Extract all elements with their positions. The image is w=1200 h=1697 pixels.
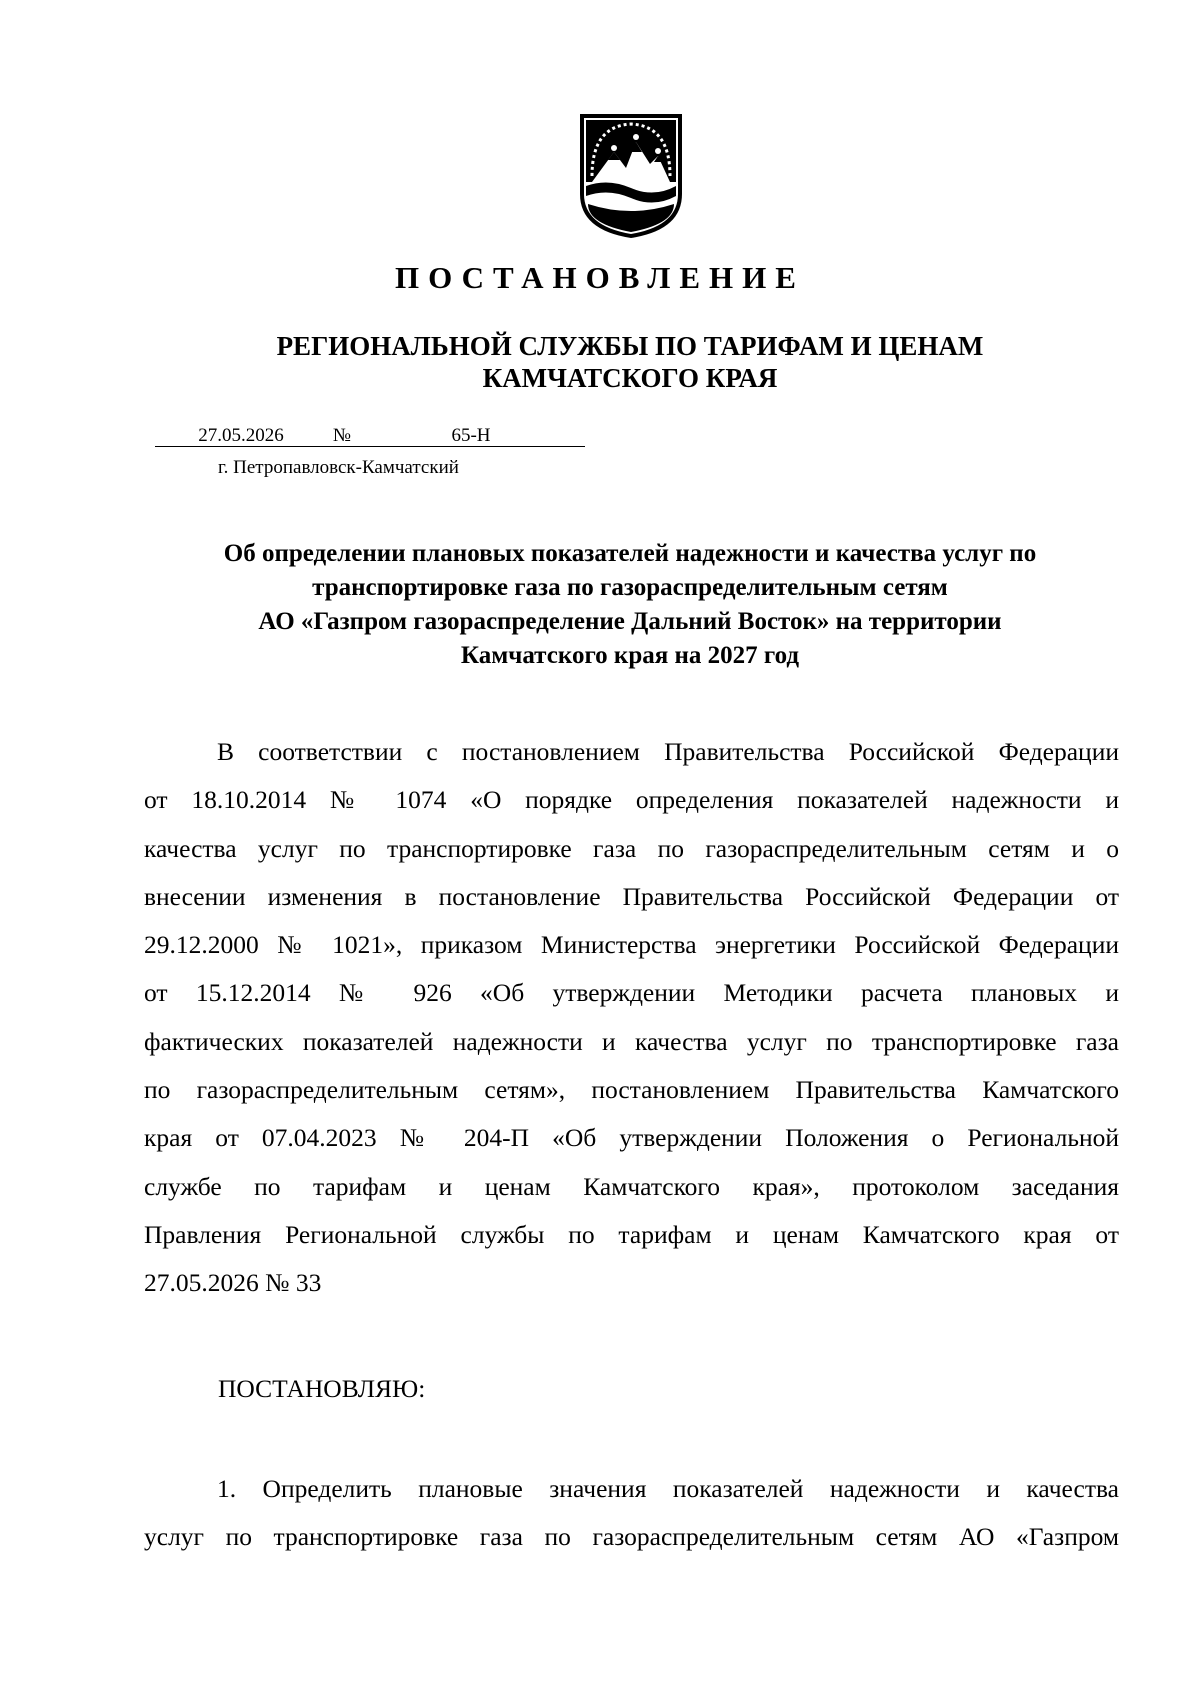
text-line: службе по тарифам и ценам Камчатского края», протоколом заседания xyxy=(144,1171,1119,1201)
text-line: Правления Региональной службы по тарифам и ценам Камчатского края от xyxy=(144,1219,1119,1249)
date-number-line xyxy=(155,424,585,448)
document-type-heading: ПОСТАНОВЛЕНИЕ xyxy=(395,260,805,295)
text-line: 1. Определить плановые значения показателей надежности и качества xyxy=(217,1474,1119,1503)
text-line: внесении изменения в постановление Правительства Российской Федерации от xyxy=(144,881,1119,911)
preamble-paragraph xyxy=(144,728,1119,1308)
title-line: Камчатского края на 2027 год xyxy=(460,642,800,669)
text-line: 27.05.2026 № 33 xyxy=(144,1268,322,1298)
document-title xyxy=(0,537,1200,673)
authority-line-1: РЕГИОНАЛЬНОЙ СЛУЖБЫ ПО ТАРИФАМ И ЦЕНАМ xyxy=(276,331,984,361)
text-line: по газораспределительным сетям», постановлением Правительства Камчатского xyxy=(144,1075,1119,1105)
text-line: 29.12.2000 № 1021», приказом Министерства энергетики Российской Федерации xyxy=(144,930,1119,960)
kamchatka-coat-of-arms-icon xyxy=(578,112,684,240)
authority-line-2: КАМЧАТСКОГО КРАЯ xyxy=(482,363,778,393)
text-line: качества услуг по транспортировке газа по газораспределительным сетям и о xyxy=(144,833,1119,863)
item-1-paragraph xyxy=(144,1465,1119,1562)
title-line: транспортировке газа по газораспределительным сетям xyxy=(312,574,948,601)
text-line: фактических показателей надежности и качества услуг по транспортировке газа xyxy=(144,1026,1119,1056)
text-line: В соответствии с постановлением Правительства Российской Федерации xyxy=(217,737,1119,766)
number-sign: № xyxy=(327,424,357,447)
text-line: услуг по транспортировке газа по газораспределительным сетям АО «Газпром xyxy=(144,1522,1119,1552)
text-line: края от 07.04.2023 № 204-П «Об утверждении Положения о Региональной xyxy=(144,1123,1119,1153)
decree-word: ПОСТАНОВЛЯЮ: xyxy=(218,1374,426,1403)
document-place: г. Петропавловск-Камчатский xyxy=(218,457,459,478)
document-number: 65-Н xyxy=(357,424,585,447)
text-line: от 18.10.2014 № 1074 «О порядке определения показателей надежности и xyxy=(144,785,1119,815)
issuing-authority xyxy=(0,330,1200,394)
title-line: АО «Газпром газораспределение Дальний Восток» на территории xyxy=(258,608,1002,635)
document-date: 27.05.2026 xyxy=(155,424,327,447)
title-line: Об определении плановых показателей надежности и качества услуг по xyxy=(223,540,1037,567)
text-line: от 15.12.2014 № 926 «Об утверждении Методики расчета плановых и xyxy=(144,978,1119,1008)
